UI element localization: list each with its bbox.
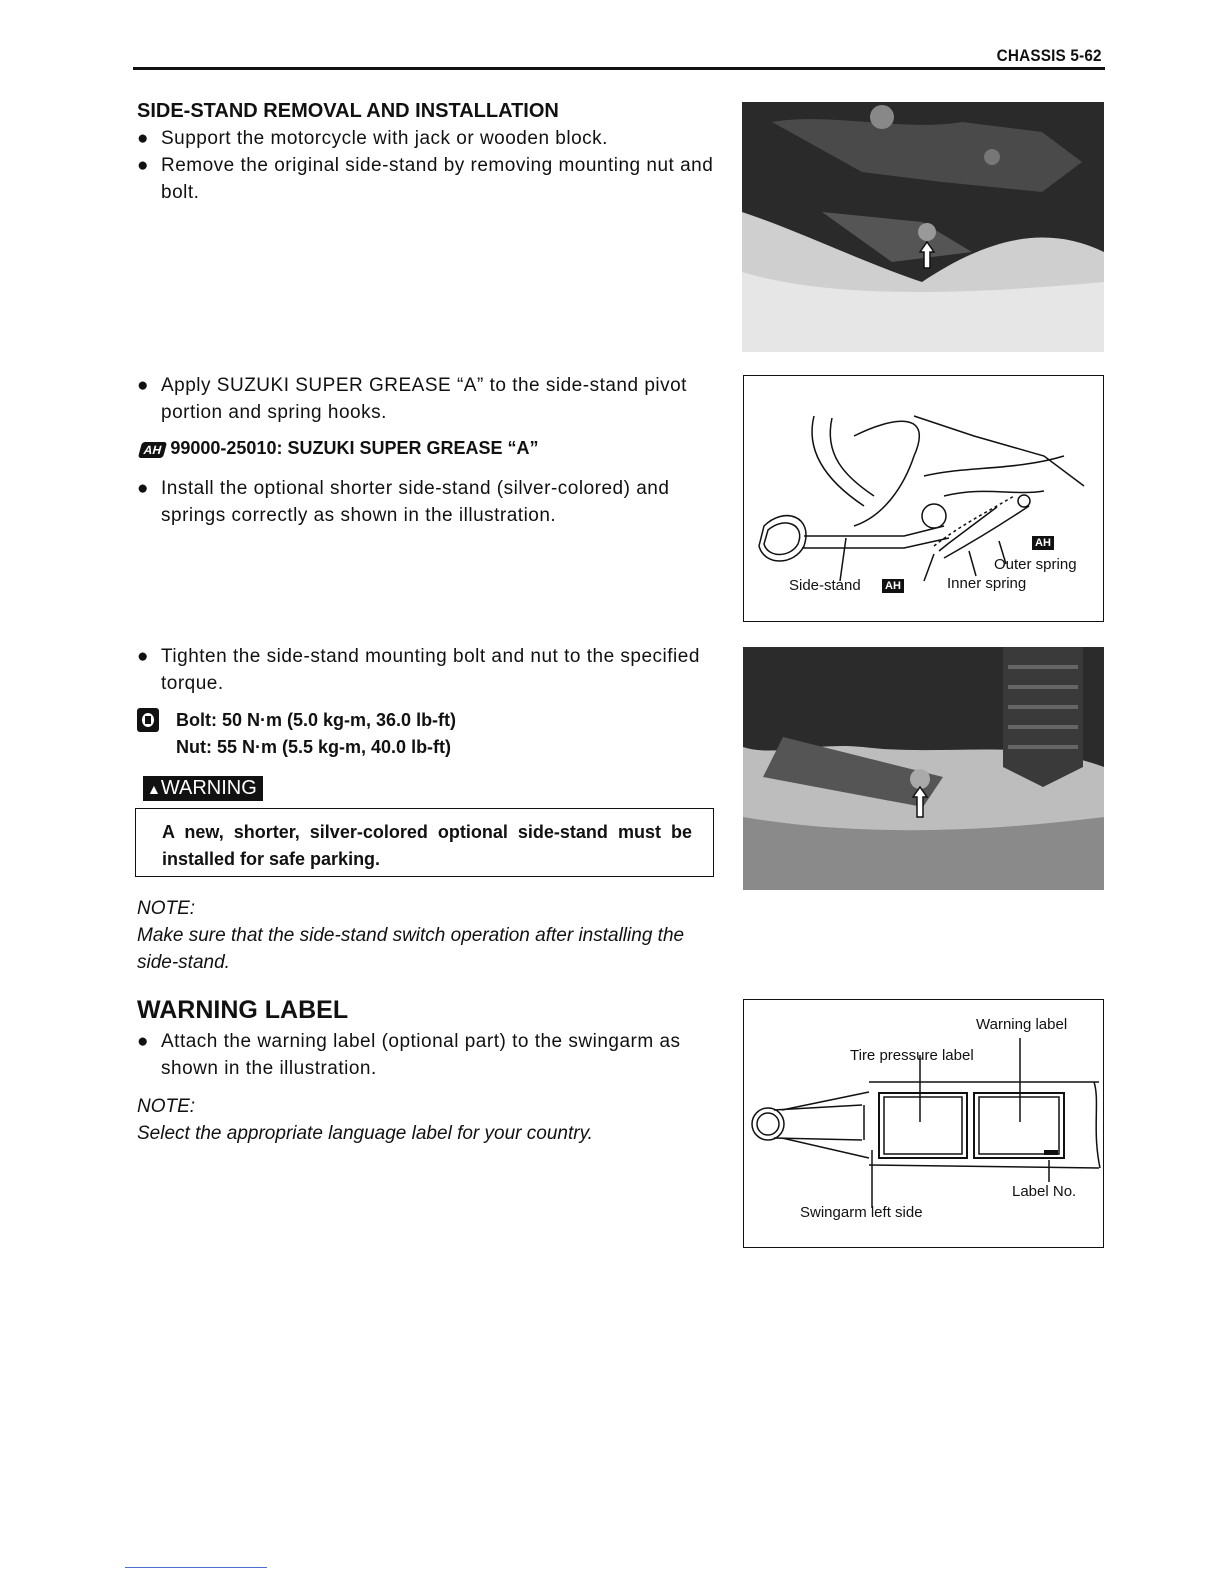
label-tire-pressure: Tire pressure label [850,1047,974,1064]
grease-mark-icon: AH [882,579,904,593]
grease-icon: AH [138,442,168,458]
torque-nut: Nut: 55 N·m (5.5 kg-m, 40.0 lb-ft) [176,737,452,757]
bullet-icon: ● [137,646,149,667]
bullet-attach-label: ● Attach the warning label (optional part) to the swingarm as shown in the illustration. [137,1028,717,1082]
note-label-2: NOTE: [137,1096,196,1117]
label-swingarm: Swingarm left side [800,1204,923,1221]
note-text-1: Make sure that the side-stand switch operation after installing the side-stand. [137,925,685,973]
warning-badge: ▲WARNING [143,776,263,801]
bullet-support: ● Support the motorcycle with jack or wooden block. [137,125,717,152]
label-inner-spring: Inner spring [947,575,1027,592]
bullet-remove: ● Remove the original side-stand by removing mounting nut and bolt. [137,152,717,206]
note-text-2: Select the appropriate language label for your country. [137,1123,593,1144]
section-title-removal: SIDE-STAND REMOVAL AND INSTALLATION [137,100,559,122]
diagram-side-stand-springs [743,375,1104,622]
bullet-icon: ● [137,1031,149,1052]
photo-side-stand-mount [742,102,1104,352]
torque-wrench-icon [137,708,159,732]
grease-mark-icon: AH [1032,536,1054,550]
grease-spec: AH 99000-25010: SUZUKI SUPER GREASE “A” [140,438,539,459]
bullet-icon: ● [137,128,149,149]
header-rule [133,67,1105,70]
warning-text: A new, shorter, silver-colored optional side-stand must be installed for safe parking. [162,822,692,869]
label-side-stand: Side-stand [789,577,861,594]
bullet-icon: ● [137,478,149,499]
section-title-warning-label: WARNING LABEL [137,996,349,1024]
label-warning-label: Warning label [976,1016,1068,1033]
label-outer-spring: Outer spring [994,556,1077,573]
bullet-icon: ● [137,155,149,176]
label-label-no: Label No. [1012,1183,1077,1200]
warning-triangle-icon: ▲ [147,781,161,797]
page-header: CHASSIS 5-62 [996,46,1102,65]
diagram-warning-label [743,999,1104,1248]
photo-side-stand-bolt [743,647,1104,890]
bullet-apply-grease: ● Apply SUZUKI SUPER GREASE “A” to the side-stand pivot portion and spring hooks. [137,372,717,426]
bottom-link-rule [125,1567,267,1568]
bullet-tighten: ● Tighten the side-stand mounting bolt and nut to the specified torque. [137,643,717,697]
note-label-1: NOTE: [137,898,196,919]
bullet-install-stand: ● Install the optional shorter side-stand (silver-colored) and springs correctly as shown in the illustration. [137,475,717,529]
torque-bolt: Bolt: 50 N·m (5.0 kg-m, 36.0 lb-ft) [176,710,457,730]
bullet-icon: ● [137,375,149,396]
warning-box [135,808,714,877]
